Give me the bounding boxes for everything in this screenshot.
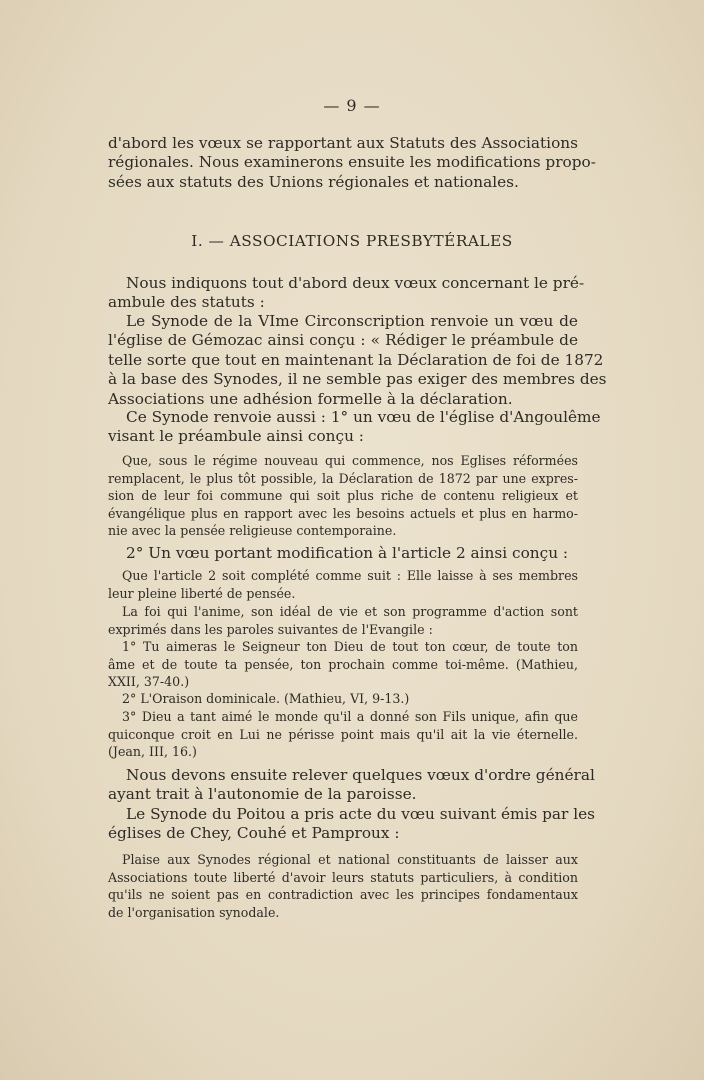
text-line: églises de Chey, Couhé et Pamproux : (108, 824, 400, 843)
text-line: visant le préambule ainsi conçu : (108, 427, 364, 446)
text-line: l'église de Gémozac ainsi conçu : « Rédiger le préambule de (108, 331, 578, 350)
text-line: Ce Synode renvoie aussi : 1° un vœu de l'église d'Angoulême (126, 408, 601, 426)
quote-article-2 (108, 567, 578, 602)
quote-oraison (108, 690, 578, 708)
text-line: à la base des Synodes, il ne semble pas exiger des membres des (108, 370, 607, 389)
quote-jean (108, 708, 578, 761)
intro-paragraph (108, 134, 596, 192)
section-heading: I. — ASSOCIATIONS PRESBYTÉRALES (191, 232, 513, 250)
text-line: Nous devons ensuite relever quelques vœux d'ordre général (126, 766, 595, 784)
text-line: Associations toute liberté d'avoir leurs statuts particuliers, à condition (108, 869, 578, 885)
text-line: (Jean, III, 16.) (108, 744, 197, 760)
text-line: 1° Tu aimeras le Seigneur ton Dieu de tout ton cœur, de toute ton (122, 639, 578, 654)
quote-commandment (108, 638, 578, 691)
text-line: leur pleine liberté de pensée. (108, 585, 296, 601)
text-line: sées aux statuts des Unions régionales et nationales. (108, 172, 519, 191)
page-number: — 9 — (323, 96, 381, 115)
text-line: qu'ils ne soient pas en contradiction avec les principes fondamentaux (108, 887, 578, 903)
text-line: Le Synode de la VIme Circonscription renvoie un vœu de (126, 312, 578, 330)
quote-poitou (108, 851, 578, 921)
text-line: Nous indiquons tout d'abord deux vœux concernant le pré- (126, 274, 585, 292)
text-line: sion de leur foi commune qui soit plus riche de contenu religieux et (108, 488, 578, 504)
paragraph-preamble (108, 274, 585, 313)
text-line: XXII, 37-40.) (108, 674, 190, 690)
text-line: 2° L'Oraison dominicale. (Mathieu, VI, 9-13.) (122, 691, 410, 706)
paragraph-autonomie (108, 766, 595, 805)
text-line: 2° Un vœu portant modification à l'article 2 ainsi conçu : (126, 544, 569, 562)
quote-angouleme (108, 452, 578, 540)
text-line: régionales. Nous examinerons ensuite les modifications propo- (108, 153, 596, 172)
paragraph-synode-vi (108, 312, 607, 409)
text-line: La foi qui l'anime, son idéal de vie et son programme d'action sont (122, 604, 578, 619)
paragraph-angouleme (108, 408, 601, 447)
text-line: Plaise aux Synodes régional et national constituants de laisser aux (122, 852, 578, 867)
text-line: nie avec la pensée religieuse contemporaine. (108, 523, 397, 539)
text-line: Le Synode du Poitou a pris acte du vœu suivant émis par les (126, 805, 596, 823)
text-line: quiconque croit en Lui ne périsse point mais qu'il ait la vie éternelle. (108, 726, 578, 742)
text-line: âme et de toute ta pensée, ton prochain comme toi-même. (Mathieu, (108, 656, 578, 672)
text-line: 3° Dieu a tant aimé le monde qu'il a donné son Fils unique, afin que (122, 709, 578, 724)
paragraph-article-2 (108, 544, 578, 563)
paragraph-poitou (108, 805, 596, 844)
text-line: Associations une adhésion formelle à la déclaration. (108, 389, 513, 408)
text-line: ayant trait à l'autonomie de la paroisse. (108, 785, 417, 804)
text-line: remplacent, le plus tôt possible, la Déclaration de 1872 par une expres- (108, 470, 578, 486)
text-line: de l'organisation synodale. (108, 904, 280, 920)
text-line: d'abord les vœux se rapportant aux Statuts des Associations (108, 134, 578, 152)
text-line: Que l'article 2 soit complété comme suit : Elle laisse à ses membres (122, 568, 578, 583)
text-line: Que, sous le régime nouveau qui commence, nos Eglises réformées (122, 453, 578, 468)
text-line: ambule des statuts : (108, 293, 265, 312)
quote-foi (108, 603, 578, 638)
text-line: évangélique plus en rapport avec les besoins actuels et plus en harmo- (108, 505, 578, 521)
text-line: exprimés dans les paroles suivantes de l'Evangile : (108, 621, 433, 637)
text-line: telle sorte que tout en maintenant la Déclaration de foi de 1872 (108, 350, 604, 369)
